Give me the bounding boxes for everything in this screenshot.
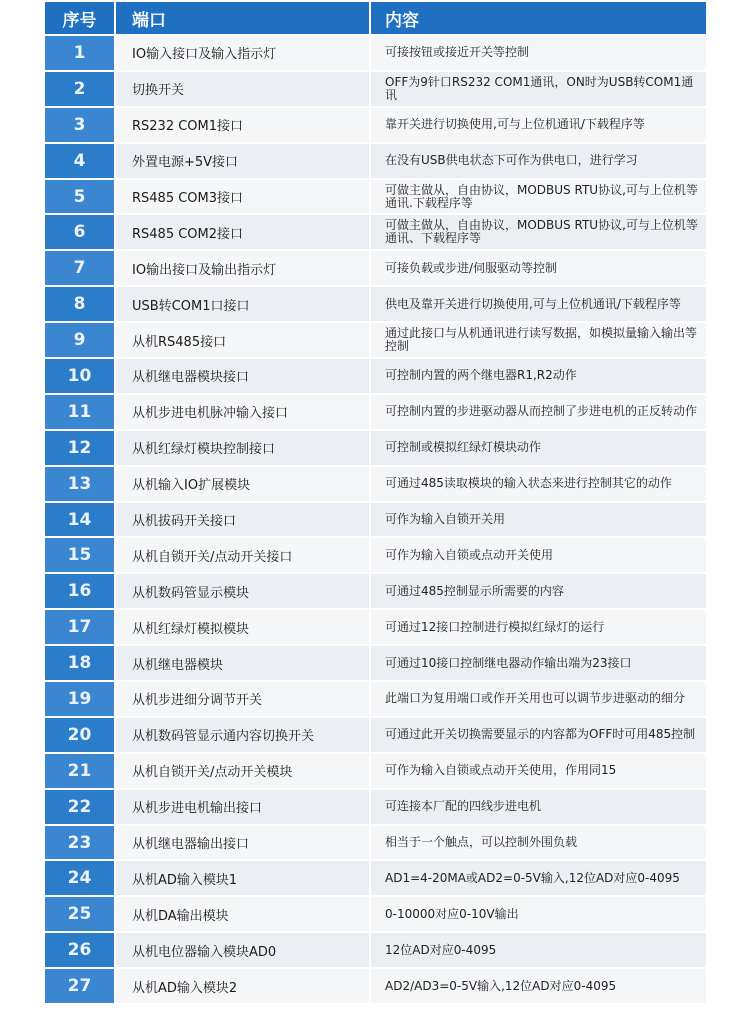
row-port: 从机DA输出模块 (114, 897, 369, 931)
row-number: 25 (45, 897, 114, 931)
table-row (45, 754, 706, 790)
table-row (45, 503, 706, 539)
row-desc: 可通过485读取模块的输入状态来进行控制其它的动作 (369, 467, 706, 501)
row-desc: 可作为输入自锁或点动开关使用，作用同15 (369, 754, 706, 788)
table-row (45, 395, 706, 431)
row-port: 从机电位器输入模块AD0 (114, 933, 369, 967)
table-row (45, 215, 706, 251)
row-port: 从机AD输入模块1 (114, 861, 369, 895)
header-desc: 内容 (369, 2, 706, 34)
row-desc: 可连接本厂配的四线步进电机 (369, 790, 706, 824)
row-desc: AD1=4-20MA或AD2=0-5V输入,12位AD对应0-4095 (369, 861, 706, 895)
row-desc: OFF为9针口RS232 COM1通讯，ON时为USB转COM1通讯 (369, 72, 706, 106)
table-row (45, 359, 706, 395)
row-number: 19 (45, 682, 114, 716)
row-number: 26 (45, 933, 114, 967)
row-number: 4 (45, 144, 114, 178)
row-number: 12 (45, 431, 114, 465)
row-port: 外置电源+5V接口 (114, 144, 369, 178)
row-number: 11 (45, 395, 114, 429)
row-number: 15 (45, 538, 114, 572)
table-row (45, 574, 706, 610)
row-port: 从机自锁开关/点动开关接口 (114, 538, 369, 572)
row-number: 9 (45, 323, 114, 357)
row-number: 18 (45, 646, 114, 680)
interface-table (45, 2, 706, 1005)
row-number: 23 (45, 826, 114, 860)
header-port: 端口 (114, 2, 369, 34)
table-row (45, 826, 706, 862)
row-port: USB转COM1口接口 (114, 287, 369, 321)
row-desc: AD2/AD3=0-5V输入,12位AD对应0-4095 (369, 969, 706, 1003)
table-row (45, 144, 706, 180)
table-row (45, 610, 706, 646)
table-row (45, 969, 706, 1005)
row-port: RS485 COM2接口 (114, 215, 369, 249)
row-number: 20 (45, 718, 114, 752)
table-body (45, 36, 706, 1005)
row-port: 从机RS485接口 (114, 323, 369, 357)
row-desc: 可通过485控制显示所需要的内容 (369, 574, 706, 608)
table-row (45, 682, 706, 718)
row-desc: 可通过12接口控制进行模拟红绿灯的运行 (369, 610, 706, 644)
row-number: 24 (45, 861, 114, 895)
row-desc: 通过此接口与从机通讯进行读写数据，如模拟量输入输出等控制 (369, 323, 706, 357)
row-port: 从机自锁开关/点动开关模块 (114, 754, 369, 788)
header-no: 序号 (62, 10, 97, 31)
row-port: RS232 COM1接口 (114, 108, 369, 142)
row-number: 17 (45, 610, 114, 644)
row-port: 从机步进电机脉冲输入接口 (114, 395, 369, 429)
table-row (45, 897, 706, 933)
table-row (45, 646, 706, 682)
table-row (45, 287, 706, 323)
row-desc: 相当于一个触点，可以控制外围负载 (369, 826, 706, 860)
row-number: 7 (45, 251, 114, 285)
row-desc: 可通过此开关切换需要显示的内容都为OFF时可用485控制 (369, 718, 706, 752)
table-row (45, 180, 706, 216)
row-number: 5 (45, 180, 114, 214)
row-desc: 此端口为复用端口或作开关用也可以调节步进驱动的细分 (369, 682, 706, 716)
row-desc: 可接负载或步进/伺服驱动等控制 (369, 251, 706, 285)
table-row (45, 718, 706, 754)
row-desc: 可控制内置的两个继电器R1,R2动作 (369, 359, 706, 393)
table-row (45, 108, 706, 144)
table-row (45, 323, 706, 359)
row-desc: 可做主做从，自由协议，MODBUS RTU协议,可与上位机等通讯、下载程序等 (369, 215, 706, 249)
table-row (45, 72, 706, 108)
row-desc: 可通过10接口控制继电器动作输出端为23接口 (369, 646, 706, 680)
table-header (45, 2, 706, 36)
row-number: 16 (45, 574, 114, 608)
row-number: 27 (45, 969, 114, 1003)
row-desc: 供电及靠开关进行切换使用,可与上位机通讯/下载程序等 (369, 287, 706, 321)
row-desc: 在没有USB供电状态下可作为供电口，进行学习 (369, 144, 706, 178)
row-number: 2 (45, 72, 114, 106)
row-desc: 可控制或模拟红绿灯模块动作 (369, 431, 706, 465)
row-desc: 可作为输入自锁开关用 (369, 503, 706, 537)
row-port: 从机步进细分调节开关 (114, 682, 369, 716)
row-port: IO输出接口及输出指示灯 (114, 251, 369, 285)
row-port: 从机继电器输出接口 (114, 826, 369, 860)
row-number: 21 (45, 754, 114, 788)
row-port: 从机红绿灯模拟模块 (114, 610, 369, 644)
table-row (45, 251, 706, 287)
row-port: 从机AD输入模块2 (114, 969, 369, 1003)
row-number: 8 (45, 287, 114, 321)
row-port: 切换开关 (114, 72, 369, 106)
row-desc: 0-10000对应0-10V输出 (369, 897, 706, 931)
row-number: 13 (45, 467, 114, 501)
row-port: IO输入接口及输入指示灯 (114, 36, 369, 70)
row-port: 从机数码管显示通内容切换开关 (114, 718, 369, 752)
table-row (45, 790, 706, 826)
row-desc: 可控制内置的步进驱动器从而控制了步进电机的正反转动作 (369, 395, 706, 429)
row-desc: 12位AD对应0-4095 (369, 933, 706, 967)
row-number: 14 (45, 503, 114, 537)
row-desc: 可作为输入自锁或点动开关使用 (369, 538, 706, 572)
row-port: RS485 COM3接口 (114, 180, 369, 214)
table-row (45, 861, 706, 897)
table-row (45, 36, 706, 72)
row-port: 从机拔码开关接口 (114, 503, 369, 537)
row-desc: 可做主做从，自由协议，MODBUS RTU协议,可与上位机等通讯.下载程序等 (369, 180, 706, 214)
row-number: 10 (45, 359, 114, 393)
row-port: 从机红绿灯模块控制接口 (114, 431, 369, 465)
row-port: 从机继电器模块 (114, 646, 369, 680)
row-desc: 靠开关进行切换使用,可与上位机通讯/下载程序等 (369, 108, 706, 142)
row-port: 从机继电器模块接口 (114, 359, 369, 393)
table-row (45, 431, 706, 467)
row-number: 22 (45, 790, 114, 824)
row-number: 6 (45, 215, 114, 249)
row-port: 从机输入IO扩展模块 (114, 467, 369, 501)
table-row (45, 933, 706, 969)
row-number: 3 (45, 108, 114, 142)
table-row (45, 467, 706, 503)
row-desc: 可接按钮或接近开关等控制 (369, 36, 706, 70)
row-number: 1 (45, 36, 114, 70)
table-row (45, 538, 706, 574)
row-port: 从机数码管显示模块 (114, 574, 369, 608)
row-port: 从机步进电机输出接口 (114, 790, 369, 824)
